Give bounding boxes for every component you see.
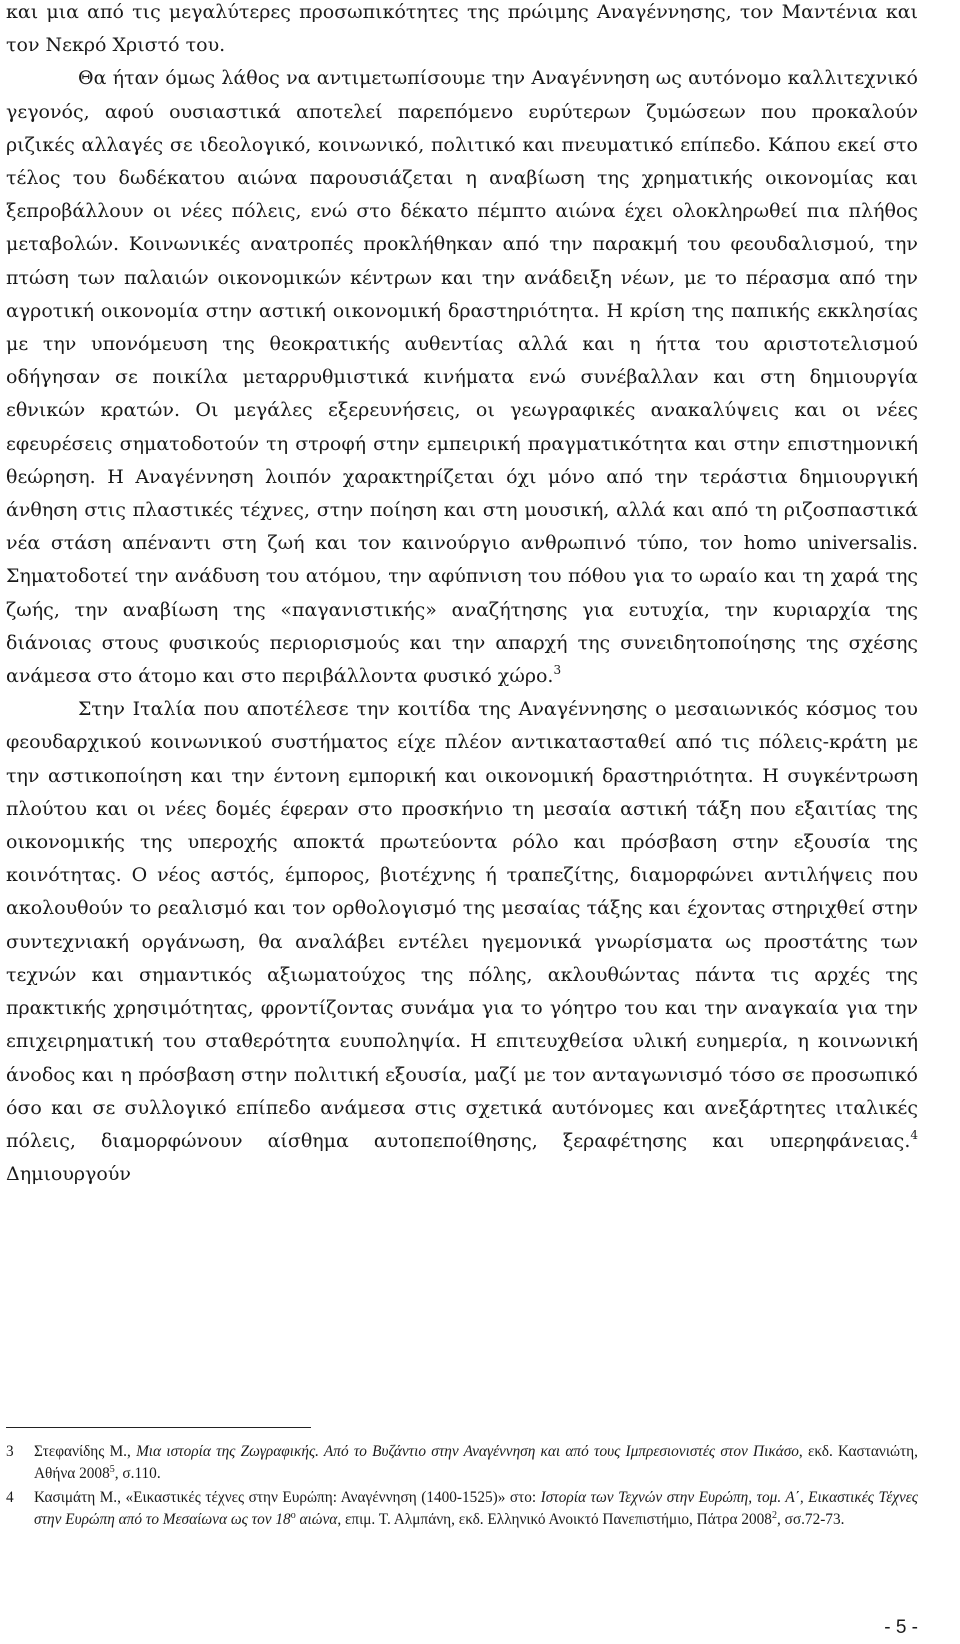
paragraph-3-tail: Δημιουργούν xyxy=(6,1163,131,1186)
paragraph-2 xyxy=(6,62,918,693)
footnote-ref-4[interactable]: 4 xyxy=(910,1127,918,1142)
paragraph-3-text: Στην Ιταλία που αποτέλεσε την κοιτίδα της Αναγέννησης ο μεσαιωνικός κόσμος του φεουδαρχικού κοινωνικού συστήματος είχε πλέον αντικατασταθεί από τις πόλεις-κράτη με την αστικοποίηση και την έντονη εμπορική και οικονομική δραστηριότητα. Η συγκέντρωση πλούτου και οι νέες δομές έφεραν στο προσκήνιο τη μεσαία αστική τάξη που εξαιτίας της οικονομικής της υπεροχής αποκτά πρωτεύοντα ρόλο και πρόσβαση στην εξουσία της κοινότητας. Ο νέος αστός, έμπορος, βιοτέχνης ή τραπεζίτης, διαμορφώνει αντιλήψεις που ακολουθούν το ρεαλισμό και τον ορθολογισμό της μεσαίας τάξης και έχοντας στηριχθεί στην συντεχνιακή οργάνωση, θα αναλάβει εντέλει ηγεμονικά γνωρίσματα ως προστάτης των τεχνών και σημαντικός αξιωματούχος της πόλης, ακλουθώντας πάντα τις αρχές της πρακτικής χρησιμότητας, φροντίζοντας συνάμα για το γόητρο του και την αναγκαία για την επιχειρηματική του σταθερότητα ευυποληψία. Η επιτευχθείσα υλική ευημερία, η κοινωνική άνοδος και η πρόσβαση στην πολιτική εξουσία, μαζί με τον ανταγωνισμό τόσο σε προσωπικό όσο και σε συλλογικό επίπεδο ανάμεσα στις σχετικά αυτόνομες και ανεξάρτητες ιταλικές πόλεις, διαμορφώνουν αίσθημα αυτοπεποίθησης, ξεραφέτησης και υπερηφάνειας. xyxy=(6,698,918,1152)
footnote-title: Μια ιστορία της Ζωγραφικής. Από το Βυζάντιο στην Αναγέννηση και από τους Ιμπρεσιονιστές στον Πικάσο xyxy=(136,1443,799,1460)
paragraph-2-text: Θα ήταν όμως λάθος να αντιμετωπίσουμε την Αναγέννηση ως αυτόνομο καλλιτεχνικό γεγονός, αφού ουσιαστικά αποτελεί παρεπόμενο ευρύτερων ζυμώσεων που προκαλούν ριζικές αλλαγές σε ιδεολογικό, κοινωνικό, πολιτικό και πνευματικό επίπεδο. Κάπου εκεί στο τέλος του δωδέκατου αιώνα παρουσιάζεται η αναβίωση της χρηματικής οικονομίας και ξεπροβάλλουν οι νέες πόλεις, ενώ στο δέκατο πέμπτο αιώνα έχει ολοκληρωθεί πια πλήθος μεταβολών. Κοινωνικές ανατροπές προκλήθηκαν από την παρακμή του φεουδαλισμού, την πτώση των παλαιών οικονομικών κέντρων και την ανάδειξη νέων, με το πέρασμα από την αγροτική οικονομία στην αστική οικονομική δραστηριότητα. Η κρίση της παπικής εκκλησίας με την υπονόμευση της θεοκρατικής αυθεντίας αλλά και η ήττα του αριστοτελισμού οδήγησαν σε ποικίλα μεταρρυθμιστικά κινήματα ενώ συνέβαλλαν και στη δημιουργία εθνικών κρατών. Οι μεγάλες εξερευνήσεις, οι γεωγραφικές ανακαλύψεις και οι νέες εφευρέσεις σηματοδοτούν τη στροφή στην εμπειρική πραγματικότητα και στην επιστημονική θεώρηση. Η Αναγέννηση λοιπόν χαρακτηρίζεται όχι μόνο από την τεράστια δημιουργική άνθηση στις πλαστικές τέχνες, στην ποίηση και στη μουσική, αλλά και από τη ριζοσπαστικά νέα στάση απέναντι στη ζωή και τον καινούργιο ανθρωπινό τύπο, τον homo universalis. Σηματοδοτεί την ανάδυση του ατόμου, την αφύπνιση του πόθου για το ωραίο και τη χαρά της ζωής, την αναβίωση της «παγανιστικής» αναζήτησης για ευτυχία, την κυριαρχία της διάνοιας στους φυσικούς περιορισμούς και την απαρχή της συνειδητοποίησης της σχέσης ανάμεσα στο άτομο και στο περιβάλλοντα φυσικό χώρο. xyxy=(6,67,918,688)
paragraph-3 xyxy=(6,693,918,1191)
footnote-separator xyxy=(6,1427,311,1428)
footnote-edition: 2 xyxy=(771,1509,777,1521)
footnote-text xyxy=(34,1487,918,1530)
footnote-text xyxy=(34,1441,918,1484)
footnote-title: Ιστορία των Τεχνών στην Ευρώπη, τομ. Α΄, Εικαστικές Τέχνες στην Ευρώπη από το Μεσαίωνα ως τον 18 xyxy=(34,1489,919,1528)
footnote-pages: , σσ.72-73. xyxy=(776,1510,845,1528)
footnote-edition: 5 xyxy=(109,1463,115,1475)
footnote-publisher: , εκδ. Καστανιώτη, Αθήνα 2008 xyxy=(34,1443,918,1482)
footnote-century-sup: ο xyxy=(290,1509,296,1521)
paragraph-1 xyxy=(6,0,918,62)
footnote-article: «Εικαστικές τέχνες στην Ευρώπη: Αναγέννηση (1400-1525)» στο: xyxy=(125,1489,537,1506)
footnotes xyxy=(6,1441,918,1533)
footnote-author: Στεφανίδης Μ., xyxy=(34,1443,131,1460)
footnote-number: 3 xyxy=(6,1443,14,1460)
footnote-pages: , σ.110. xyxy=(114,1464,161,1482)
footnote-ref-3[interactable]: 3 xyxy=(553,663,562,678)
footnote-number: 4 xyxy=(6,1489,14,1506)
footnote-author: Κασιμάτη Μ., xyxy=(34,1489,121,1506)
body-text xyxy=(6,0,918,1191)
paragraph-1-text: και μια από τις μεγαλύτερες προσωπικότητες της πρώιμης Αναγέννησης, τον Μαντένια και τον Νεκρό Χριστό του. xyxy=(6,1,918,57)
footnote-publisher: , επιμ. Τ. Αλμπάνη, εκδ. Ελληνικό Ανοικτό Πανεπιστήμιο, Πάτρα 2008 xyxy=(337,1510,772,1528)
page-number: - 5 - xyxy=(884,1617,918,1638)
footnote-title-end: αιώνα xyxy=(299,1510,338,1528)
footnote-4 xyxy=(6,1487,918,1530)
footnote-3 xyxy=(6,1441,918,1484)
